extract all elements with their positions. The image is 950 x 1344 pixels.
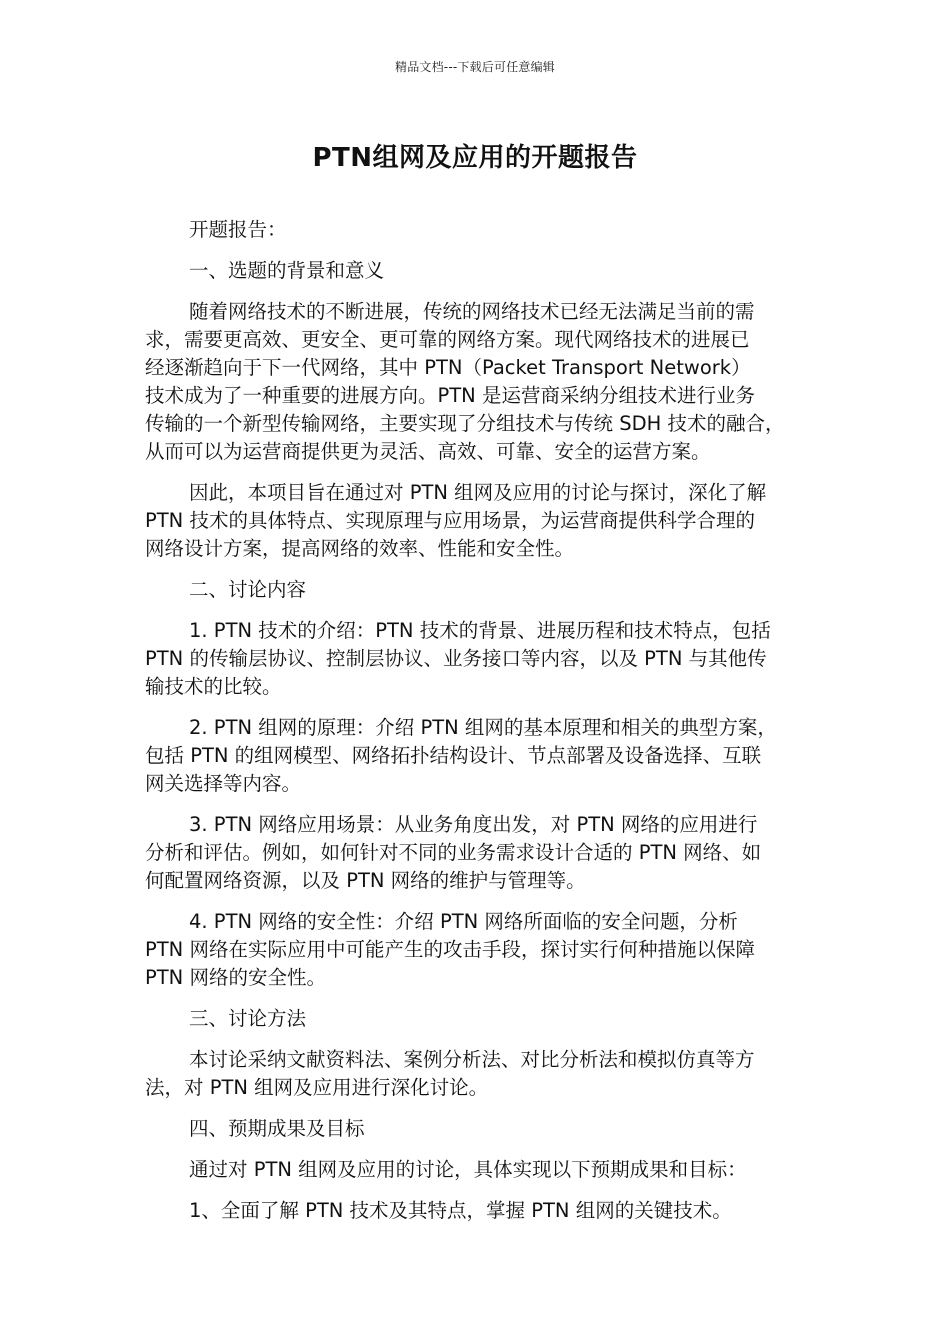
paragraph-line: 网络设计方案，提高网络的效率、性能和安全性。 — [145, 537, 575, 560]
paragraph — [145, 1046, 810, 1102]
paragraph — [145, 576, 810, 604]
paragraph — [145, 298, 810, 466]
paragraph-line: 经逐渐趋向于下一代网络，其中 PTN（Packet Transport Network） — [145, 356, 751, 379]
paragraph-line: 何配置网络资源，以及 PTN 网络的维护与管理等。 — [145, 869, 586, 892]
paragraph — [145, 479, 810, 563]
paragraph-line: 二、讨论内容 — [189, 578, 307, 601]
paragraph-spacer — [145, 1033, 810, 1046]
paragraph-line: 通过对 PTN 组网及应用的讨论，具体实现以下预期成果和目标： — [189, 1158, 747, 1181]
paragraph-line: 开题报告： — [189, 218, 287, 241]
paragraph-line: 四、预期成果及目标 — [189, 1117, 365, 1140]
paragraph-line: 1、全面了解 PTN 技术及其特点，掌握 PTN 组网的关键技术。 — [189, 1199, 732, 1222]
paragraph-line: PTN 网络在实际应用中可能产生的攻击手段，探讨实行何种措施以保障 — [145, 938, 755, 961]
paragraph-spacer — [145, 895, 810, 908]
header-note: 精品文档---下载后可任意编辑 — [395, 60, 555, 74]
paragraph-spacer — [145, 1143, 810, 1156]
paragraph-spacer — [145, 701, 810, 714]
paragraph-line: 从而可以为运营商提供更为灵活、高效、可靠、安全的运营方案。 — [145, 440, 711, 463]
paragraph-line: PTN 网络的安全性。 — [145, 966, 326, 989]
paragraph-line: 1. PTN 技术的介绍：PTN 技术的背景、进展历程和技术特点，包括 — [189, 619, 771, 642]
paragraph-spacer — [145, 563, 810, 576]
paragraph-line: 网关选择等内容。 — [145, 772, 302, 795]
paragraph-spacer — [145, 604, 810, 617]
paragraph-line: 求，需要更高效、更安全、更可靠的网络方案。现代网络技术的进展已 — [145, 328, 750, 351]
paragraph-line: 输技术的比较。 — [145, 675, 282, 698]
paragraph — [145, 1005, 810, 1033]
paragraph-spacer — [145, 244, 810, 257]
paragraph-line: PTN 的传输层协议、控制层协议、业务接口等内容，以及 PTN 与其他传 — [145, 647, 767, 670]
paragraph-line: 本讨论采纳文献资料法、案例分析法、对比分析法和模拟仿真等方 — [189, 1048, 755, 1071]
paragraph-line: 随着网络技术的不断进展，传统的网络技术已经无法满足当前的需 — [189, 300, 755, 323]
paragraph — [145, 1197, 810, 1225]
paragraph-line: 4. PTN 网络的安全性：介绍 PTN 网络所面临的安全问题，分析 — [189, 910, 738, 933]
paragraph — [145, 1115, 810, 1143]
paragraph — [145, 1156, 810, 1184]
paragraph-line: 包括 PTN 的组网模型、网络拓扑结构设计、节点部署及设备选择、互联 — [145, 744, 762, 767]
paragraph — [145, 257, 810, 285]
paragraph — [145, 216, 810, 244]
paragraph — [145, 908, 810, 992]
paragraph-spacer — [145, 466, 810, 479]
document-title: PTN组网及应用的开题报告 — [312, 143, 638, 173]
paragraph-line: 因此，本项目旨在通过对 PTN 组网及应用的讨论与探讨，深化了解 — [189, 481, 767, 504]
document-body — [145, 216, 810, 1225]
paragraph-spacer — [145, 798, 810, 811]
paragraph-spacer — [145, 285, 810, 298]
paragraph-line: 分析和评估。例如，如何针对不同的业务需求设计合适的 PTN 网络、如 — [145, 841, 762, 864]
paragraph-line: 法，对 PTN 组网及应用进行深化讨论。 — [145, 1076, 489, 1099]
paragraph-line: PTN 技术的具体特点、实现原理与应用场景，为运营商提供科学合理的 — [145, 509, 755, 532]
paragraph-line: 2. PTN 组网的原理：介绍 PTN 组网的基本原理和相关的典型方案， — [189, 716, 777, 739]
paragraph-line: 传输的一个新型传输网络，主要实现了分组技术与传统 SDH 技术的融合， — [145, 412, 785, 435]
paragraph-line: 3. PTN 网络应用场景：从业务角度出发，对 PTN 网络的应用进行 — [189, 813, 758, 836]
paragraph-line: 技术成为了一种重要的进展方向。PTN 是运营商采纳分组技术进行业务 — [145, 384, 755, 407]
paragraph-line: 一、选题的背景和意义 — [189, 259, 385, 282]
paragraph-line: 三、讨论方法 — [189, 1007, 307, 1030]
paragraph — [145, 714, 810, 798]
paragraph-spacer — [145, 1184, 810, 1197]
paragraph-spacer — [145, 992, 810, 1005]
paragraph-spacer — [145, 1102, 810, 1115]
paragraph — [145, 617, 810, 701]
paragraph — [145, 811, 810, 895]
